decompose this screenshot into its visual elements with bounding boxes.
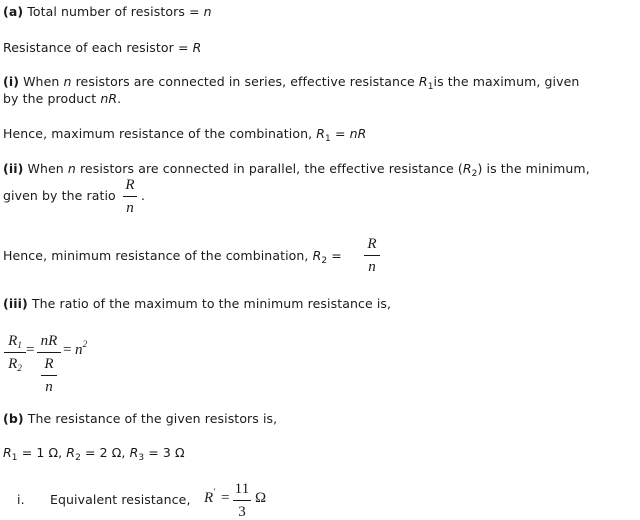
fraction-bar — [37, 352, 61, 353]
part-i-line-1 — [3, 74, 580, 92]
equals: = — [330, 126, 350, 141]
part-ii-line-1 — [3, 161, 590, 179]
part-iii-line — [3, 296, 391, 311]
var-R2: R — [66, 445, 76, 460]
hence-max-line — [3, 126, 367, 144]
fraction-bar — [4, 352, 26, 353]
fraction-bar — [364, 255, 380, 256]
values-line — [3, 445, 185, 463]
inner-fraction-bar — [41, 375, 57, 376]
var-R1: R — [418, 74, 428, 89]
sub-3: 3 — [138, 453, 145, 463]
n: n — [75, 342, 83, 358]
fraction-11-over-3 — [233, 481, 251, 520]
frac-numerator: R — [367, 236, 377, 252]
list-marker: i. — [17, 492, 25, 507]
fraction-nR-over-R-over-n — [37, 333, 61, 395]
fraction-bar — [123, 196, 137, 197]
r1-sub: 1 — [17, 340, 22, 350]
part-ii-text1: When — [27, 161, 68, 176]
hence-max-text: Hence, maximum resistance of the combination, — [3, 126, 317, 141]
part-i-text1: When — [23, 74, 64, 89]
part-i-text5: . — [117, 91, 122, 106]
var-nR: nR — [349, 126, 367, 141]
var-n: n — [67, 161, 76, 176]
r1: R — [8, 333, 18, 349]
value-3: = 3 Ω — [144, 445, 185, 460]
r2-sub: 2 — [17, 363, 22, 373]
resistance-each-text: Resistance of each resistor = — [3, 40, 193, 55]
r2: R — [8, 356, 18, 372]
hence-min-line — [3, 248, 342, 266]
sub-2: 2 — [321, 256, 328, 266]
part-i-line-2 — [3, 91, 121, 106]
nR: nR — [40, 333, 58, 349]
period: . — [141, 188, 146, 203]
frac-numerator: R — [125, 177, 135, 193]
inner-n: n — [45, 379, 53, 395]
fraction-R-over-n — [364, 236, 380, 275]
part-i-text4: by the product — [3, 91, 101, 106]
value-1: = 1 Ω, — [17, 445, 67, 460]
part-ii-text3: ) is the minimum, — [477, 161, 590, 176]
resistance-each-line — [3, 40, 201, 55]
equals: = — [221, 490, 230, 506]
hence-min-text: Hence, minimum resistance of the combination, — [3, 248, 313, 263]
part-i-text3: is the maximum, given — [433, 74, 580, 89]
prime: ' — [213, 487, 216, 497]
part-i-text2: resistors are connected in series, effective resistance — [71, 74, 419, 89]
part-ii-label: (ii) — [3, 161, 24, 176]
part-ii-line-2 — [3, 188, 116, 203]
frac-denominator: n — [126, 200, 134, 216]
frac-numerator: 11 — [234, 481, 250, 497]
var-R2: R — [462, 161, 472, 176]
equivalent-resistance-text: Equivalent resistance, — [50, 492, 191, 507]
part-b-text: The resistance of the given resistors is, — [27, 411, 278, 426]
part-ii-text2: resistors are connected in parallel, the effective resistance ( — [75, 161, 463, 176]
fraction-bar — [233, 500, 251, 501]
part-iii-text: The ratio of the maximum to the minimum resistance is, — [31, 296, 392, 311]
exponent-2: 2 — [82, 339, 88, 349]
fraction-R-over-n — [123, 177, 137, 216]
equals-1: = — [26, 342, 35, 358]
part-a-line — [3, 4, 212, 19]
equals-2: = — [63, 342, 72, 358]
part-b-line — [3, 411, 277, 426]
sub-1: 1 — [325, 134, 331, 144]
var-R1: R — [316, 126, 326, 141]
var-n: n — [63, 74, 72, 89]
sub-1: 1 — [427, 82, 434, 92]
sub-2: 2 — [471, 169, 478, 179]
part-b-label: (b) — [3, 411, 24, 426]
inner-R: R — [44, 356, 54, 372]
ohm-unit: Ω — [255, 490, 267, 506]
var-R3: R — [129, 445, 139, 460]
sub-2: 2 — [75, 453, 81, 463]
var-n: n — [203, 4, 212, 19]
var-R: R — [204, 490, 214, 506]
var-R-prime — [204, 487, 216, 507]
n-squared — [75, 339, 88, 359]
equals: = — [327, 248, 342, 263]
var-R2: R — [312, 248, 322, 263]
var-R: R — [192, 40, 202, 55]
frac-denominator: n — [368, 259, 376, 275]
frac-denominator: 3 — [238, 504, 246, 520]
part-a-text: Total number of resistors = — [27, 4, 204, 19]
part-iii-label: (iii) — [3, 296, 28, 311]
part-a-label: (a) — [3, 4, 24, 19]
var-R1: R — [3, 445, 12, 460]
var-nR: nR — [100, 91, 118, 106]
fraction-R1-over-R2 — [4, 333, 26, 372]
part-ii-text4: given by the ratio — [3, 188, 116, 203]
value-2: = 2 Ω, — [80, 445, 130, 460]
part-i-label: (i) — [3, 74, 20, 89]
sub-1: 1 — [11, 453, 18, 463]
